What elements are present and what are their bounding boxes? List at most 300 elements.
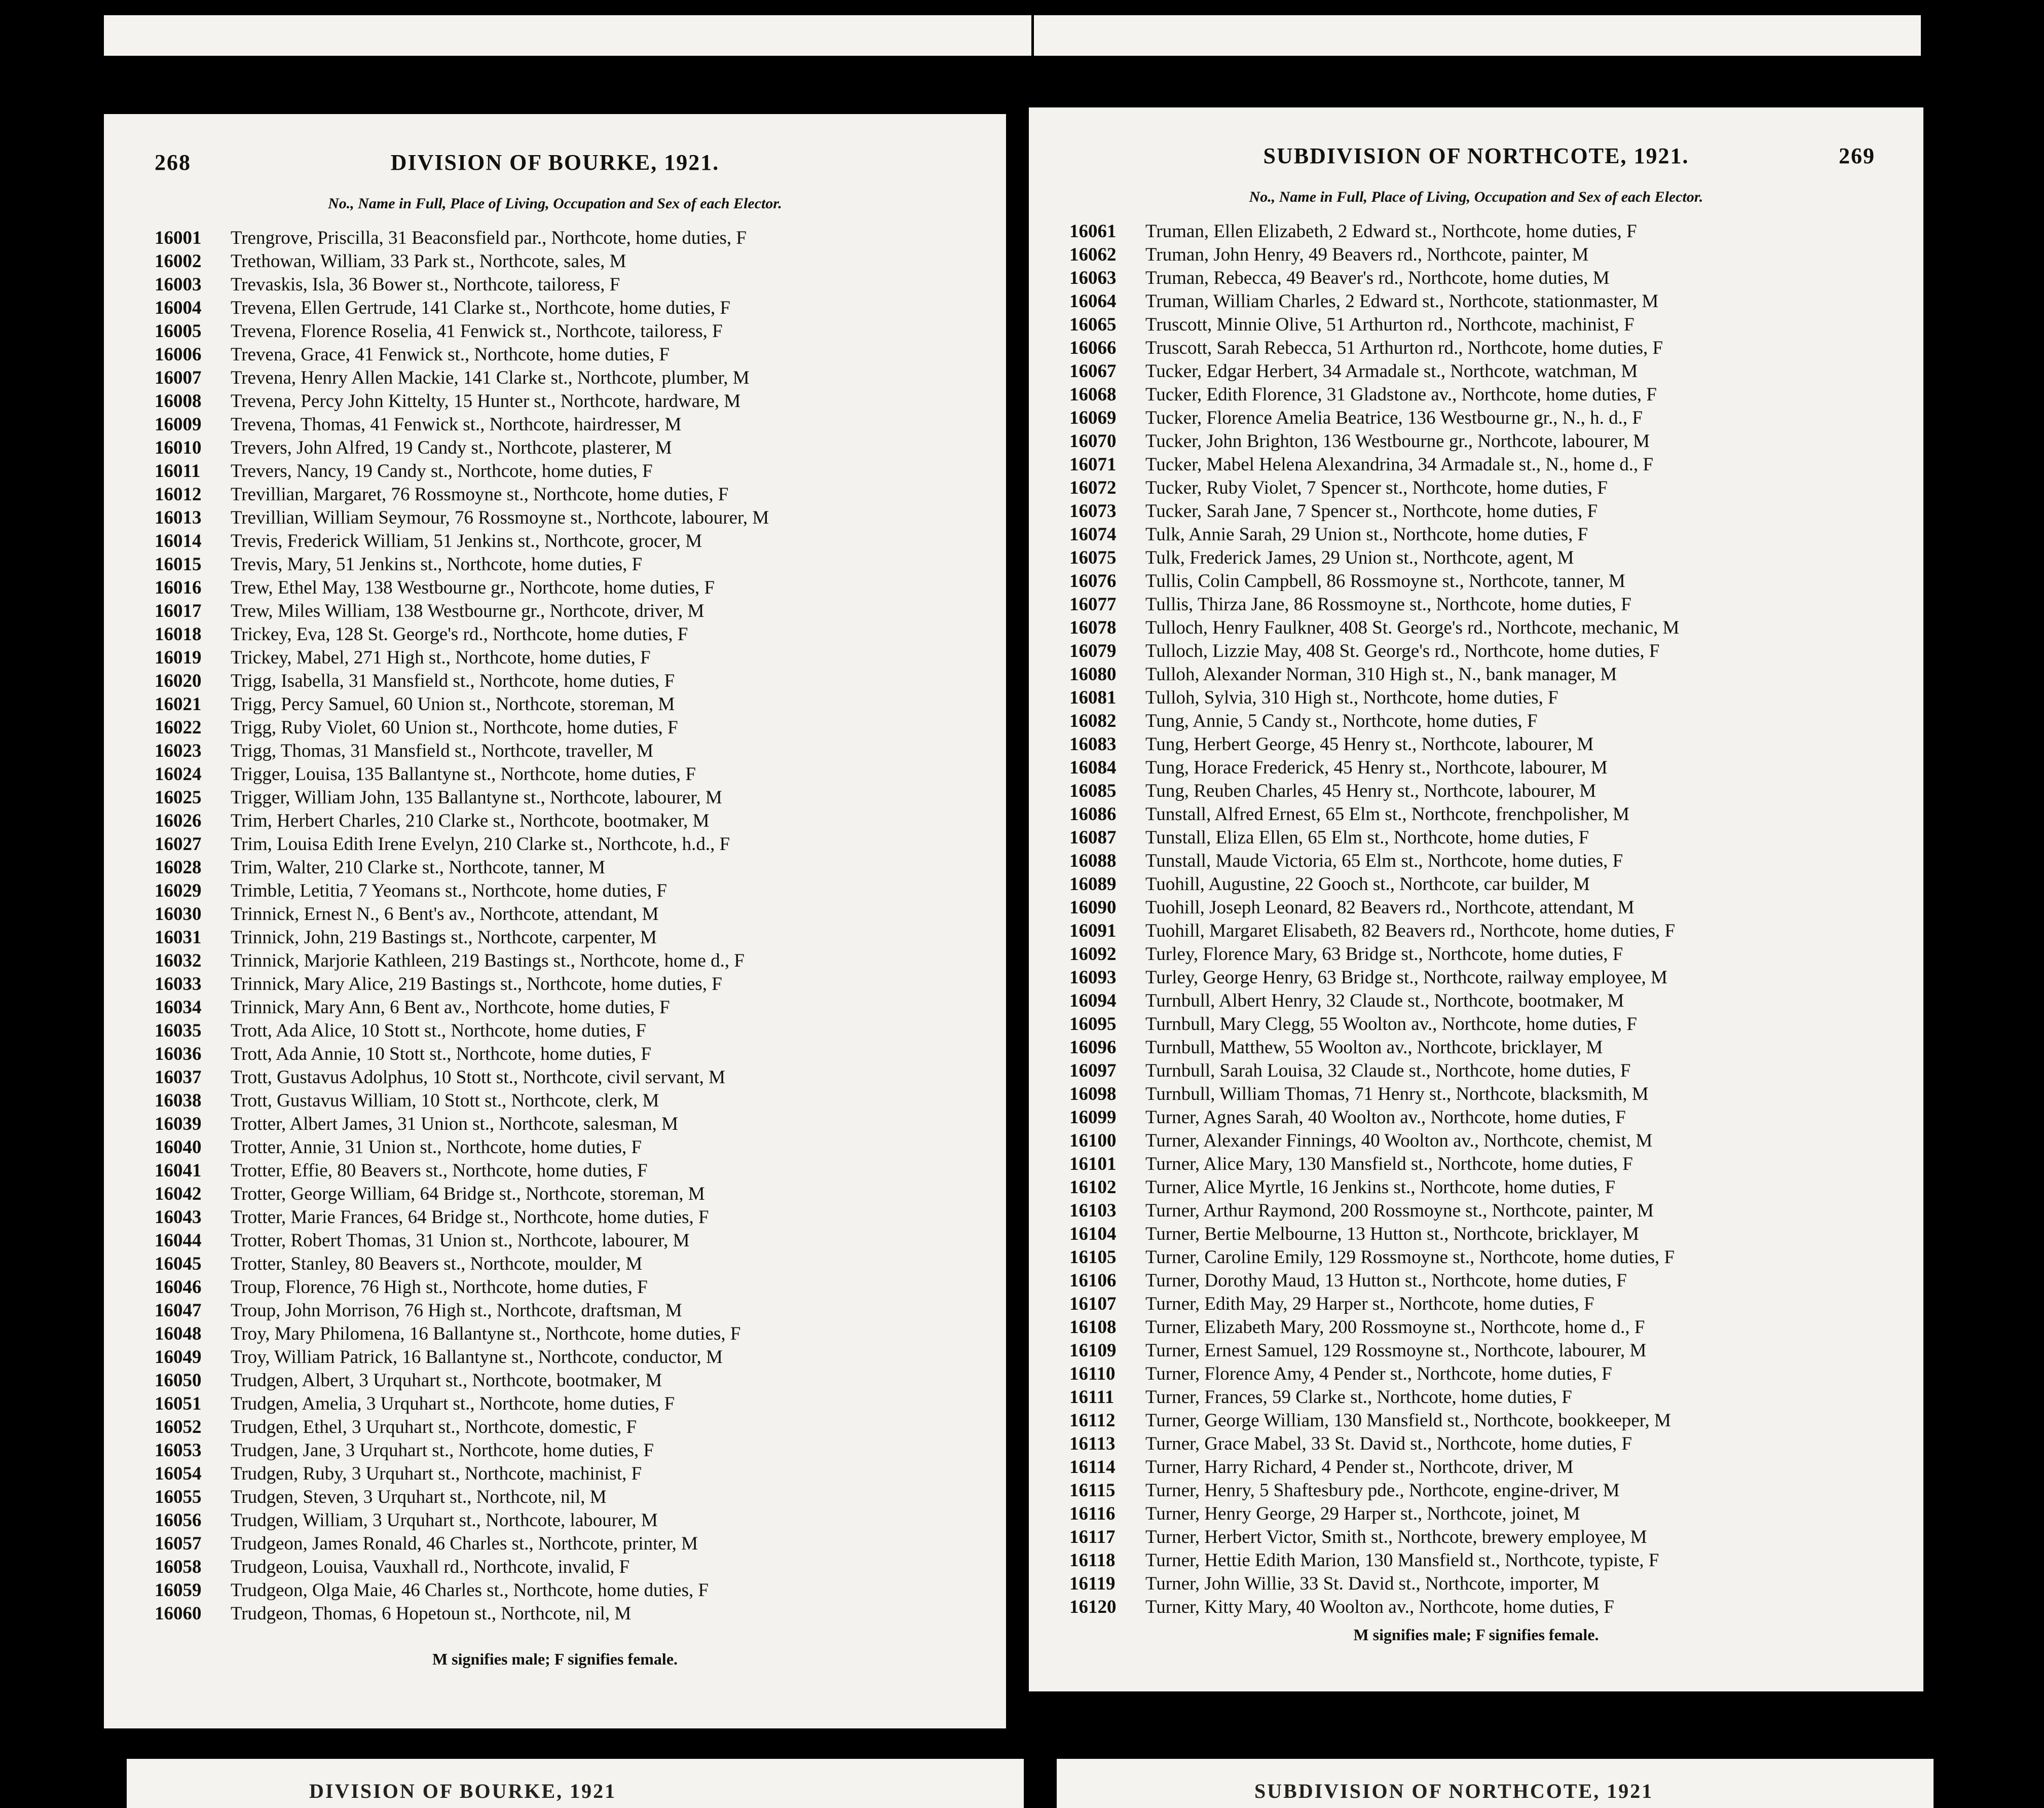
elector-number: 16090 — [1069, 897, 1117, 918]
elector-details: Trigg, Percy Samuel, 60 Union st., Northcote, storeman, M — [231, 694, 675, 715]
elector-number: 16075 — [1069, 547, 1117, 568]
elector-number: 16059 — [155, 1580, 202, 1601]
elector-details: Turner, Edith May, 29 Harper st., Northcote, home duties, F — [1145, 1294, 1594, 1314]
elector-number: 16052 — [155, 1417, 202, 1437]
elector-entry — [155, 1136, 986, 1159]
elector-number: 16009 — [155, 414, 202, 435]
elector-entry — [155, 600, 986, 623]
elector-number: 16113 — [1069, 1433, 1116, 1454]
elector-number: 16051 — [155, 1393, 202, 1414]
elector-details: Trigg, Isabella, 31 Mansfield st., Northcote, home duties, F — [231, 671, 675, 691]
elector-entry — [1069, 1129, 1908, 1153]
elector-entry — [155, 1532, 986, 1556]
elector-entry — [155, 1183, 986, 1206]
elector-details: Trethowan, William, 33 Park st., Northcote, sales, M — [231, 251, 626, 272]
elector-entry — [155, 1556, 986, 1579]
elector-entry — [155, 809, 986, 833]
elector-entry — [1069, 1362, 1908, 1386]
elector-entry — [155, 949, 986, 973]
elector-entry — [155, 273, 986, 297]
elector-details: Trim, Walter, 210 Clarke st., Northcote, tanner, M — [231, 857, 606, 878]
elector-entry — [1069, 220, 1908, 243]
elector-details: Trinnick, Marjorie Kathleen, 219 Bastings st., Northcote, home d., F — [231, 950, 745, 971]
elector-entry — [155, 1416, 986, 1439]
elector-entry — [155, 297, 986, 320]
elector-entry — [155, 460, 986, 483]
elector-number: 16102 — [1069, 1177, 1117, 1198]
elector-entry — [155, 1066, 986, 1089]
elector-details: Trevis, Mary, 51 Jenkins st., Northcote, home duties, F — [231, 554, 643, 575]
elector-number: 16072 — [1069, 477, 1117, 498]
elector-details: Trotter, Effie, 80 Beavers st., Northcote, home duties, F — [231, 1160, 648, 1181]
elector-number: 16076 — [1069, 571, 1117, 592]
elector-details: Tulloh, Alexander Norman, 310 High st., N., bank manager, M — [1145, 664, 1617, 685]
elector-number: 16104 — [1069, 1224, 1117, 1244]
elector-details: Turner, Alice Myrtle, 16 Jenkins st., Northcote, home duties, F — [1145, 1177, 1616, 1198]
elector-details: Turner, Caroline Emily, 129 Rossmoyne st., Northcote, home duties, F — [1145, 1247, 1675, 1268]
elector-details: Tucker, Ruby Violet, 7 Spencer st., Northcote, home duties, F — [1145, 477, 1608, 498]
elector-details: Turner, Grace Mabel, 33 St. David st., Northcote, home duties, F — [1145, 1433, 1632, 1454]
column-subheader: No., Name in Full, Place of Living, Occupation and Sex of each Elector. — [328, 195, 782, 212]
elector-details: Turner, Henry George, 29 Harper st., Northcote, joinet, M — [1145, 1503, 1580, 1524]
elector-details: Trudgen, Steven, 3 Urquhart st., Northcote, nil, M — [231, 1487, 607, 1507]
elector-number: 16070 — [1069, 431, 1117, 452]
elector-entry — [1069, 1223, 1908, 1246]
elector-number: 16116 — [1069, 1503, 1116, 1524]
elector-number: 16066 — [1069, 338, 1117, 358]
elector-details: Tullis, Colin Campbell, 86 Rossmoyne st., Northcote, tanner, M — [1145, 571, 1625, 592]
elector-number: 16094 — [1069, 990, 1117, 1011]
elector-entry — [1069, 290, 1908, 313]
elector-number: 16095 — [1069, 1014, 1117, 1035]
elector-entry — [1069, 546, 1908, 570]
elector-number: 16085 — [1069, 781, 1117, 801]
elector-entry — [1069, 733, 1908, 756]
elector-number: 16028 — [155, 857, 202, 878]
elector-entry — [1069, 1316, 1908, 1339]
elector-number: 16032 — [155, 950, 202, 971]
elector-entry — [155, 1113, 986, 1136]
elector-number: 16003 — [155, 274, 202, 295]
elector-number: 16024 — [155, 764, 202, 785]
elector-details: Trevena, Thomas, 41 Fenwick st., Northcote, hairdresser, M — [231, 414, 682, 435]
elector-number: 16054 — [155, 1463, 202, 1484]
elector-entry — [155, 343, 986, 366]
elector-number: 16065 — [1069, 314, 1117, 335]
elector-entry — [155, 553, 986, 576]
elector-details: Turner, Alexander Finnings, 40 Woolton av., Northcote, chemist, M — [1145, 1130, 1653, 1151]
elector-details: Trevena, Florence Roselia, 41 Fenwick st., Northcote, tailoress, F — [231, 321, 723, 342]
elector-details: Trott, Gustavus William, 10 Stott st., Northcote, clerk, M — [231, 1090, 659, 1111]
elector-details: Turner, Herbert Victor, Smith st., Northcote, brewery employee, M — [1145, 1527, 1647, 1547]
elector-number: 16044 — [155, 1230, 202, 1251]
adjacent-page-strip-bottom-left — [127, 1759, 1024, 1808]
elector-details: Turnbull, Matthew, 55 Woolton av., Northcote, bricklayer, M — [1145, 1037, 1603, 1058]
elector-details: Trinnick, Mary Ann, 6 Bent av., Northcote, home duties, F — [231, 997, 670, 1018]
elector-details: Tuohill, Margaret Elisabeth, 82 Beavers rd., Northcote, home duties, F — [1145, 920, 1676, 941]
elector-number: 16064 — [1069, 291, 1117, 312]
page-footer: M signifies male; F signifies female. — [1353, 1626, 1599, 1644]
elector-number: 16038 — [155, 1090, 202, 1111]
elector-number: 16097 — [1069, 1060, 1117, 1081]
elector-details: Trevers, John Alfred, 19 Candy st., Northcote, plasterer, M — [231, 437, 672, 458]
elector-details: Truman, William Charles, 2 Edward st., Northcote, stationmaster, M — [1145, 291, 1659, 312]
elector-entry — [155, 1322, 986, 1346]
elector-entry — [1069, 313, 1908, 337]
page-number: 268 — [155, 150, 191, 175]
elector-details: Trott, Ada Annie, 10 Stott st., Northcote, home duties, F — [231, 1044, 652, 1064]
elector-entry — [1069, 593, 1908, 616]
elector-details: Trevillian, Margaret, 76 Rossmoyne st., Northcote, home duties, F — [231, 484, 729, 505]
elector-number: 16062 — [1069, 244, 1117, 265]
elector-number: 16068 — [1069, 384, 1117, 405]
elector-details: Trotter, Stanley, 80 Beavers st., Northcote, moulder, M — [231, 1253, 643, 1274]
elector-number: 16001 — [155, 228, 202, 248]
elector-details: Turner, Dorothy Maud, 13 Hutton st., Northcote, home duties, F — [1145, 1270, 1627, 1291]
elector-details: Turnbull, Albert Henry, 32 Claude st., Northcote, bootmaker, M — [1145, 990, 1624, 1011]
elector-entry — [155, 786, 986, 809]
elector-number: 16092 — [1069, 944, 1117, 965]
elector-entry — [155, 1019, 986, 1043]
elector-details: Truman, John Henry, 49 Beavers rd., Northcote, painter, M — [1145, 244, 1589, 265]
elector-number: 16012 — [155, 484, 202, 505]
elector-entry — [1069, 896, 1908, 919]
elector-details: Tunstall, Alfred Ernest, 65 Elm st., Northcote, frenchpolisher, M — [1145, 804, 1629, 825]
elector-details: Tunstall, Eliza Ellen, 65 Elm st., Northcote, home duties, F — [1145, 827, 1589, 848]
elector-entry — [1069, 780, 1908, 803]
elector-entry — [155, 1602, 986, 1626]
elector-details: Trotter, Albert James, 31 Union st., Northcote, salesman, M — [231, 1114, 678, 1134]
elector-number: 16120 — [1069, 1597, 1117, 1617]
elector-details: Truscott, Minnie Olive, 51 Arthurton rd., Northcote, machinist, F — [1145, 314, 1634, 335]
elector-entry — [155, 1369, 986, 1392]
elector-details: Turner, Elizabeth Mary, 200 Rossmoyne st., Northcote, home d., F — [1145, 1317, 1645, 1338]
elector-number: 16039 — [155, 1114, 202, 1134]
elector-details: Trinnick, Mary Alice, 219 Bastings st., Northcote, home duties, F — [231, 974, 722, 994]
elector-entry — [155, 763, 986, 786]
elector-details: Turner, Harry Richard, 4 Pender st., Northcote, driver, M — [1145, 1457, 1574, 1478]
elector-entry — [155, 1346, 986, 1369]
elector-number: 16022 — [155, 717, 202, 738]
elector-number: 16118 — [1069, 1550, 1116, 1571]
elector-entry — [1069, 476, 1908, 500]
adjacent-page-strip-top-right — [1034, 15, 1921, 56]
elector-number: 16112 — [1069, 1410, 1116, 1431]
page-header — [104, 150, 1006, 180]
elector-number: 16020 — [155, 671, 202, 691]
elector-entry — [155, 1392, 986, 1416]
elector-entry — [155, 1206, 986, 1229]
elector-number: 16015 — [155, 554, 202, 575]
page-header — [1029, 143, 1923, 173]
elector-entry — [155, 436, 986, 460]
elector-details: Trotter, Robert Thomas, 31 Union st., Northcote, labourer, M — [231, 1230, 690, 1251]
elector-details: Trevillian, William Seymour, 76 Rossmoyne st., Northcote, labourer, M — [231, 507, 769, 528]
elector-number: 16029 — [155, 880, 202, 901]
elector-entry — [1069, 1549, 1908, 1572]
elector-entry — [155, 320, 986, 343]
elector-details: Turner, George William, 130 Mansfield st., Northcote, bookkeeper, M — [1145, 1410, 1671, 1431]
elector-entry — [1069, 803, 1908, 826]
elector-details: Tung, Reuben Charles, 45 Henry st., Northcote, labourer, M — [1145, 781, 1596, 801]
elector-details: Trotter, Marie Frances, 64 Bridge st., Northcote, home duties, F — [231, 1207, 709, 1228]
elector-details: Tung, Horace Frederick, 45 Henry st., Northcote, labourer, M — [1145, 757, 1608, 778]
elector-details: Tulloch, Lizzie May, 408 St. George's rd., Northcote, home duties, F — [1145, 641, 1660, 661]
elector-entry — [1069, 1572, 1908, 1596]
elector-number: 16077 — [1069, 594, 1117, 615]
elector-entry — [1069, 710, 1908, 733]
elector-number: 16110 — [1069, 1363, 1116, 1384]
elector-details: Tulk, Annie Sarah, 29 Union st., Northcote, home duties, F — [1145, 524, 1588, 545]
elector-entry — [155, 1229, 986, 1252]
elector-entry — [1069, 407, 1908, 430]
elector-number: 16056 — [155, 1510, 202, 1531]
elector-details: Turner, Hettie Edith Marion, 130 Mansfield st., Northcote, typiste, F — [1145, 1550, 1659, 1571]
elector-details: Trigger, Louisa, 135 Ballantyne st., Northcote, home duties, F — [231, 764, 696, 785]
elector-details: Trigg, Thomas, 31 Mansfield st., Northcote, traveller, M — [231, 741, 653, 761]
elector-number: 16115 — [1069, 1480, 1116, 1501]
elector-number: 16079 — [1069, 641, 1117, 661]
elector-details: Trigg, Ruby Violet, 60 Union st., Northcote, home duties, F — [231, 717, 678, 738]
elector-entry — [1069, 1036, 1908, 1059]
elector-details: Turner, Henry, 5 Shaftesbury pde., Northcote, engine-driver, M — [1145, 1480, 1620, 1501]
elector-entry — [1069, 966, 1908, 989]
elector-details: Tunstall, Maude Victoria, 65 Elm st., Northcote, home duties, F — [1145, 851, 1623, 871]
elector-number: 16037 — [155, 1067, 202, 1088]
elector-number: 16018 — [155, 624, 202, 645]
elector-number: 16093 — [1069, 967, 1117, 988]
elector-entry — [155, 670, 986, 693]
elector-details: Trott, Ada Alice, 10 Stott st., Northcote, home duties, F — [231, 1020, 646, 1041]
elector-number: 16011 — [155, 461, 201, 482]
elector-entry — [1069, 360, 1908, 383]
elector-details: Trotter, Annie, 31 Union st., Northcote, home duties, F — [231, 1137, 642, 1158]
elector-entry — [155, 1439, 986, 1462]
elector-number: 16087 — [1069, 827, 1117, 848]
elector-details: Trudgen, Albert, 3 Urquhart st., Northcote, bootmaker, M — [231, 1370, 662, 1391]
elector-entry — [1069, 826, 1908, 850]
elector-details: Trevaskis, Isla, 36 Bower st., Northcote, tailoress, F — [231, 274, 620, 295]
elector-entry — [155, 833, 986, 856]
elector-number: 16034 — [155, 997, 202, 1018]
elector-number: 16083 — [1069, 734, 1117, 755]
elector-entry — [1069, 756, 1908, 780]
elector-number: 16101 — [1069, 1154, 1117, 1174]
elector-number: 16035 — [155, 1020, 202, 1041]
elector-entry — [155, 1043, 986, 1066]
elector-number: 16099 — [1069, 1107, 1117, 1128]
elector-number: 16014 — [155, 531, 202, 551]
elector-number: 16108 — [1069, 1317, 1117, 1338]
elector-details: Trinnick, John, 219 Bastings st., Northcote, carpenter, M — [231, 927, 657, 948]
elector-details: Tung, Annie, 5 Candy st., Northcote, home duties, F — [1145, 711, 1538, 731]
elector-entry — [1069, 1106, 1908, 1129]
adjacent-page-strip-bottom-right — [1057, 1759, 1934, 1808]
elector-details: Trudgeon, James Ronald, 46 Charles st., Northcote, printer, M — [231, 1533, 698, 1554]
elector-entry — [1069, 850, 1908, 873]
elector-details: Turner, Bertie Melbourne, 13 Hutton st., Northcote, bricklayer, M — [1145, 1224, 1639, 1244]
elector-entry — [1069, 1199, 1908, 1223]
elector-entry — [155, 1089, 986, 1113]
elector-number: 16082 — [1069, 711, 1117, 731]
elector-entry — [1069, 1059, 1908, 1083]
elector-details: Trudgen, Amelia, 3 Urquhart st., Northcote, home duties, F — [231, 1393, 675, 1414]
adjacent-page-title: DIVISION OF BOURKE, 1921 — [309, 1780, 617, 1802]
elector-entry — [1069, 873, 1908, 896]
elector-entry — [155, 1486, 986, 1509]
elector-details: Trimble, Letitia, 7 Yeomans st., Northcote, home duties, F — [231, 880, 667, 901]
elector-number: 16098 — [1069, 1084, 1117, 1104]
elector-number: 16084 — [1069, 757, 1117, 778]
elector-number: 16048 — [155, 1323, 202, 1344]
elector-entry — [155, 1462, 986, 1486]
elector-number: 16103 — [1069, 1200, 1117, 1221]
elector-details: Trudgeon, Louisa, Vauxhall rd., Northcote, invalid, F — [231, 1557, 630, 1577]
elector-entry — [1069, 1176, 1908, 1199]
elector-number: 16023 — [155, 741, 202, 761]
elector-number: 16071 — [1069, 454, 1117, 475]
elector-details: Turnbull, Mary Clegg, 55 Woolton av., Northcote, home duties, F — [1145, 1014, 1637, 1035]
adjacent-page-title: SUBDIVISION OF NORTHCOTE, 1921 — [1254, 1780, 1654, 1802]
elector-entry — [155, 903, 986, 926]
elector-entry — [155, 250, 986, 273]
elector-details: Trudgen, Jane, 3 Urquhart st., Northcote, home duties, F — [231, 1440, 654, 1461]
elector-details: Trevers, Nancy, 19 Candy st., Northcote, home duties, F — [231, 461, 653, 482]
elector-number: 16007 — [155, 367, 202, 388]
elector-number: 16117 — [1069, 1527, 1116, 1547]
elector-entry — [155, 506, 986, 530]
elector-number: 16017 — [155, 601, 202, 621]
elector-details: Trew, Miles William, 138 Westbourne gr., Northcote, driver, M — [231, 601, 704, 621]
elector-details: Troy, Mary Philomena, 16 Ballantyne st., Northcote, home duties, F — [231, 1323, 741, 1344]
elector-details: Troy, William Patrick, 16 Ballantyne st., Northcote, conductor, M — [231, 1347, 723, 1368]
elector-entry — [1069, 686, 1908, 710]
elector-number: 16002 — [155, 251, 202, 272]
elector-entry — [155, 693, 986, 716]
elector-entry — [155, 879, 986, 903]
elector-details: Tuohill, Joseph Leonard, 82 Beavers rd., Northcote, attendant, M — [1145, 897, 1634, 918]
elector-number: 16021 — [155, 694, 202, 715]
elector-entry — [1069, 1269, 1908, 1293]
elector-details: Tucker, Edgar Herbert, 34 Armadale st., Northcote, watchman, M — [1145, 361, 1638, 382]
elector-entry — [155, 1276, 986, 1299]
elector-entry — [1069, 1013, 1908, 1036]
elector-details: Trevena, Ellen Gertrude, 141 Clarke st., Northcote, home duties, F — [231, 298, 731, 318]
elector-details: Turner, Florence Amy, 4 Pender st., Northcote, home duties, F — [1145, 1363, 1612, 1384]
elector-entry — [1069, 570, 1908, 593]
elector-entry — [1069, 943, 1908, 966]
elector-entry — [155, 716, 986, 740]
elector-number: 16069 — [1069, 408, 1117, 428]
elector-details: Turner, Kitty Mary, 40 Woolton av., Northcote, home duties, F — [1145, 1597, 1614, 1617]
elector-entry — [155, 1299, 986, 1322]
elector-number: 16074 — [1069, 524, 1117, 545]
elector-details: Trim, Herbert Charles, 210 Clarke st., Northcote, bootmaker, M — [231, 810, 710, 831]
elector-entry — [155, 623, 986, 646]
elector-number: 16073 — [1069, 501, 1117, 522]
elector-details: Turner, Frances, 59 Clarke st., Northcote, home duties, F — [1145, 1387, 1572, 1408]
elector-details: Troup, John Morrison, 76 High st., Northcote, draftsman, M — [231, 1300, 682, 1321]
elector-details: Turley, Florence Mary, 63 Bridge st., Northcote, home duties, F — [1145, 944, 1623, 965]
elector-details: Trim, Louisa Edith Irene Evelyn, 210 Clarke st., Northcote, h.d., F — [231, 834, 730, 855]
elector-entry — [155, 973, 986, 996]
elector-number: 16026 — [155, 810, 202, 831]
elector-number: 16088 — [1069, 851, 1117, 871]
elector-details: Trew, Ethel May, 138 Westbourne gr., Northcote, home duties, F — [231, 577, 715, 598]
elector-number: 16049 — [155, 1347, 202, 1368]
elector-entry — [1069, 1596, 1908, 1619]
elector-number: 16045 — [155, 1253, 202, 1274]
elector-number: 16081 — [1069, 687, 1117, 708]
elector-number: 16057 — [155, 1533, 202, 1554]
elector-number: 16106 — [1069, 1270, 1117, 1291]
elector-details: Turley, George Henry, 63 Bridge st., Northcote, railway employee, M — [1145, 967, 1667, 988]
elector-number: 16030 — [155, 904, 202, 925]
elector-details: Trickey, Eva, 128 St. George's rd., Northcote, home duties, F — [231, 624, 688, 645]
elector-number: 16078 — [1069, 617, 1117, 638]
elector-entry — [1069, 663, 1908, 686]
elector-number: 16053 — [155, 1440, 202, 1461]
elector-entry — [1069, 1153, 1908, 1176]
elector-entry — [1069, 1502, 1908, 1526]
elector-number: 16004 — [155, 298, 202, 318]
elector-list — [155, 227, 986, 1626]
elector-number: 16008 — [155, 391, 202, 412]
elector-entry — [1069, 640, 1908, 663]
elector-number: 16089 — [1069, 874, 1117, 895]
elector-entry — [155, 926, 986, 949]
elector-entry — [155, 413, 986, 436]
elector-entry — [155, 1509, 986, 1532]
elector-details: Truscott, Sarah Rebecca, 51 Arthurton rd., Northcote, home duties, F — [1145, 338, 1663, 358]
elector-details: Trudgeon, Olga Maie, 46 Charles st., Northcote, home duties, F — [231, 1580, 709, 1601]
elector-details: Trengrove, Priscilla, 31 Beaconsfield par., Northcote, home duties, F — [231, 228, 747, 248]
elector-details: Truman, Rebecca, 49 Beaver's rd., Northcote, home duties, M — [1145, 268, 1610, 288]
elector-entry — [155, 227, 986, 250]
elector-details: Tulloh, Sylvia, 310 High st., Northcote, home duties, F — [1145, 687, 1558, 708]
elector-entry — [1069, 989, 1908, 1013]
column-subheader: No., Name in Full, Place of Living, Occupation and Sex of each Elector. — [1249, 189, 1703, 205]
elector-number: 16107 — [1069, 1294, 1117, 1314]
elector-number: 16043 — [155, 1207, 202, 1228]
elector-entry — [155, 530, 986, 553]
page-title: DIVISION OF BOURKE, 1921. — [390, 150, 720, 175]
elector-entry — [1069, 616, 1908, 640]
elector-details: Trudgen, Ethel, 3 Urquhart st., Northcote, domestic, F — [231, 1417, 637, 1437]
elector-number: 16040 — [155, 1137, 202, 1158]
elector-number: 16013 — [155, 507, 202, 528]
elector-number: 16036 — [155, 1044, 202, 1064]
elector-entry — [1069, 1386, 1908, 1409]
elector-details: Turner, Agnes Sarah, 40 Woolton av., Northcote, home duties, F — [1145, 1107, 1626, 1128]
elector-number: 16058 — [155, 1557, 202, 1577]
elector-number: 16031 — [155, 927, 202, 948]
elector-details: Truman, Ellen Elizabeth, 2 Edward st., Northcote, home duties, F — [1145, 221, 1637, 242]
elector-number: 16086 — [1069, 804, 1117, 825]
elector-details: Trigger, William John, 135 Ballantyne st., Northcote, labourer, M — [231, 787, 722, 808]
elector-details: Trudgen, Ruby, 3 Urquhart st., Northcote, machinist, F — [231, 1463, 642, 1484]
elector-details: Tucker, Sarah Jane, 7 Spencer st., Northcote, home duties, F — [1145, 501, 1598, 522]
elector-details: Turner, John Willie, 33 St. David st., Northcote, importer, M — [1145, 1573, 1600, 1594]
elector-details: Trevena, Henry Allen Mackie, 141 Clarke st., Northcote, plumber, M — [231, 367, 750, 388]
elector-number: 16119 — [1069, 1573, 1116, 1594]
left-page — [104, 114, 1006, 1728]
elector-number: 16025 — [155, 787, 202, 808]
elector-details: Tulk, Frederick James, 29 Union st., Northcote, agent, M — [1145, 547, 1574, 568]
elector-entry — [1069, 1479, 1908, 1502]
elector-entry — [155, 646, 986, 670]
elector-entry — [1069, 383, 1908, 407]
